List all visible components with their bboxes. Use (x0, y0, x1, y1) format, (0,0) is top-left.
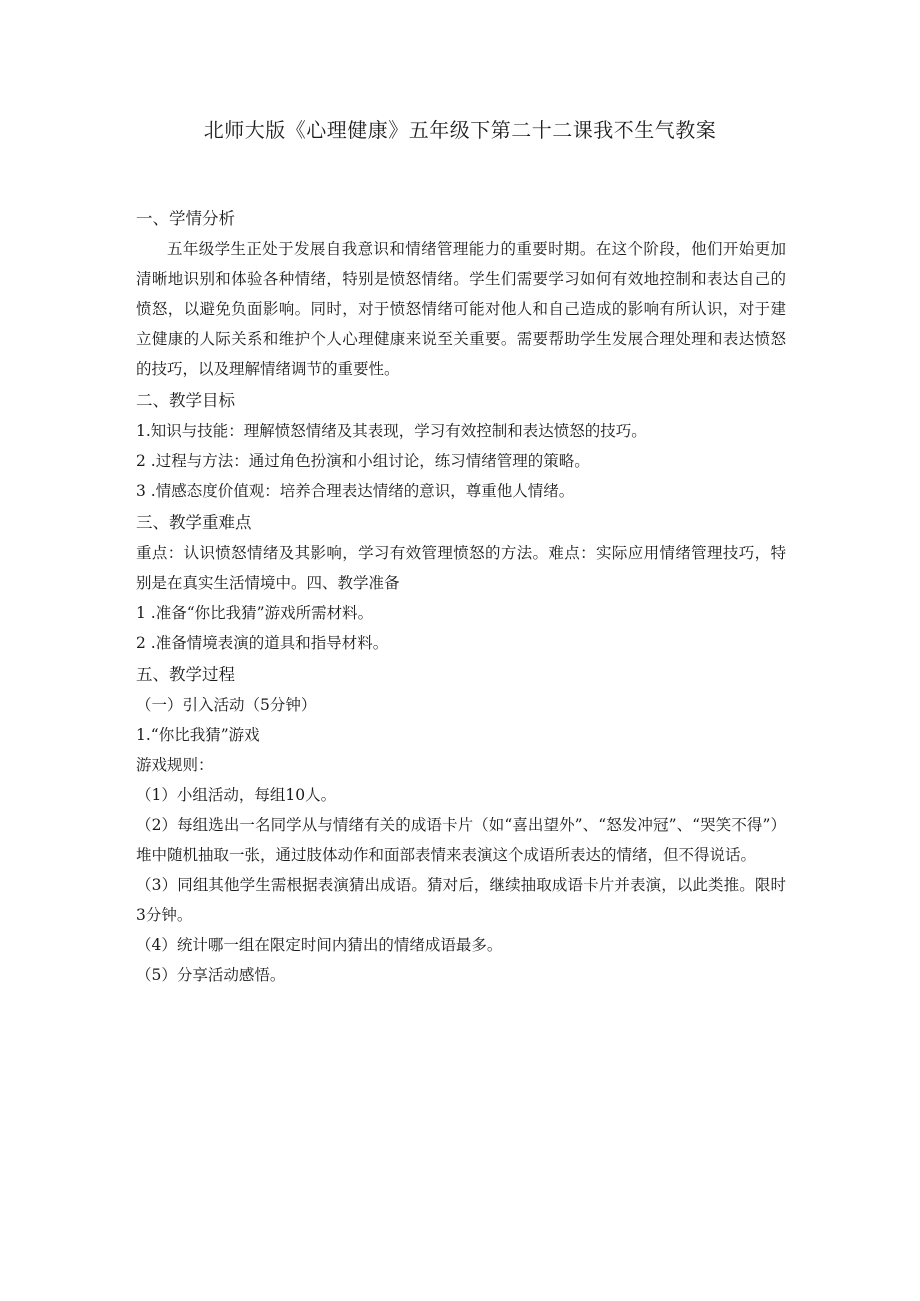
section-heading-process: 五、教学过程 (136, 665, 235, 684)
objective-item: 1.知识与技能：理解愤怒情绪及其表现，学习有效控制和表达愤怒的技巧。 (136, 422, 647, 440)
preparation-item: 1 .准备“你比我猜”游戏所需材料。 (136, 604, 374, 622)
document-title: 北师大版《心理健康》五年级下第二十二课我不生气教案 (203, 118, 717, 142)
process-subheading: （一）引入活动（5分钟） (136, 696, 317, 714)
game-rule-item: （2）每组选出一名同学从与情绪有关的成语卡片（如“喜出望外”、“怒发冲冠”、“哭笑不得”）堆中随机抽取一张，通过肢体动作和面部表情来表演这个成语所表达的情绪，但不得说话。 (136, 816, 786, 864)
analysis-paragraph: 五年级学生正处于发展自我意识和情绪管理能力的重要时期。在这个阶段，他们开始更加清晰地识别和体验各种情绪，特别是愤怒情绪。学生们需要学习如何有效地控制和表达自己的愤怒，以避免负面影响。同时，对于愤怒情绪可能对他人和自己造成的影响有所认识，对于建立健康的人际关系和维护个人心理健康来说至关重要。需要帮助学生发展合理处理和表达愤怒的技巧，以及理解情绪调节的重要性。 (136, 240, 786, 378)
section-heading-analysis: 一、学情分析 (136, 209, 235, 228)
objective-item: 3 .情感态度价值观：培养合理表达情绪的意识，尊重他人情绪。 (136, 482, 575, 500)
game-rules-label: 游戏规则： (136, 756, 214, 774)
game-rule-item: （1）小组活动，每组10人。 (136, 786, 337, 804)
game-rule-item: （5）分享活动感悟。 (136, 966, 286, 984)
game-title: 1.“你比我猜”游戏 (136, 726, 260, 744)
preparation-item: 2 .准备情境表演的道具和指导材料。 (136, 634, 389, 652)
section-heading-key-points: 三、教学重难点 (136, 513, 252, 532)
objective-item: 2 .过程与方法：通过角色扮演和小组讨论，练习情绪管理的策略。 (136, 452, 590, 470)
game-rule-item: （3）同组其他学生需根据表演猜出成语。猜对后，继续抽取成语卡片并表演，以此类推。限时3分钟。 (136, 876, 786, 924)
game-rule-item: （4）统计哪一组在限定时间内猜出的情绪成语最多。 (136, 936, 503, 954)
section-heading-objectives: 二、教学目标 (136, 391, 235, 410)
document-body (136, 202, 786, 990)
key-points-paragraph: 重点：认识愤怒情绪及其影响，学习有效管理愤怒的方法。难点：实际应用情绪管理技巧，特别是在真实生活情境中。四、教学准备 (136, 544, 786, 592)
